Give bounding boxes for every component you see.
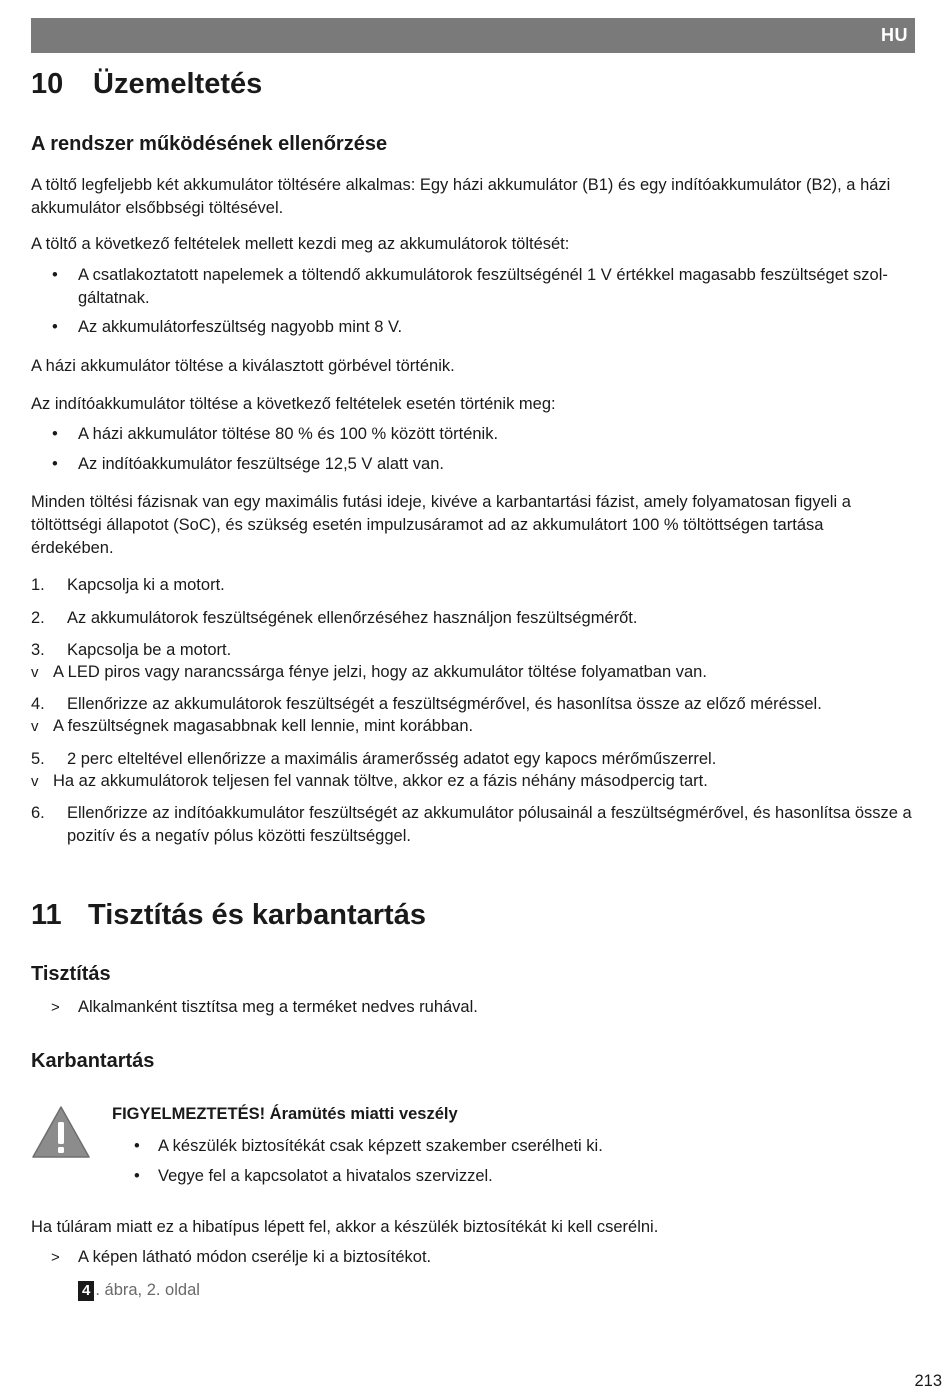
figure-reference [78, 1279, 200, 1302]
section-11-heading [31, 899, 426, 932]
section-title: Üzemeltetés [93, 68, 263, 100]
language-code: HU [881, 25, 908, 45]
step-number: 3. [31, 641, 45, 659]
step-number: 6. [31, 804, 45, 822]
list-item-text: Vegye fel a kapcsolatot a hivatalos szervizzel. [158, 1167, 493, 1185]
step-text: Ellenőrizze az indítóakkumulátor feszültségét az akkumulátor pólusainál a feszültségmérővel, és hasonlítsa össze a pozitív és a negatív pólus közötti feszültséggel. [67, 804, 912, 845]
section-title: Tisztítás és karbantartás [88, 899, 426, 931]
list-item-text: A házi akkumulátor töltése 80 % és 100 % között történik. [78, 425, 499, 443]
action-text: Alkalmanként tisztítsa meg a terméket nedves ruhával. [78, 998, 478, 1016]
step-number: 4. [31, 695, 45, 713]
result-icon: v [31, 664, 39, 681]
warning-icon [31, 1105, 91, 1159]
subsection-heading: Tisztítás [31, 963, 111, 985]
warning-title: FIGYELMEZTETÉS! Áramütés miatti veszély [112, 1105, 458, 1123]
step-number: 5. [31, 750, 45, 768]
figure-reference-text: . ábra, 2. oldal [95, 1281, 200, 1299]
step-text: Kapcsolja ki a motort. [67, 576, 225, 594]
bullet-icon: • [52, 425, 58, 443]
result-text: Ha az akkumulátorok teljesen fel vannak töltve, akkor ez a fázis néhány másodpercig tart. [53, 772, 708, 790]
paragraph: Ha túláram miatt ez a hibatípus lépett fel, akkor a készülék biztosítékát ki kell cserélni. [31, 1218, 659, 1236]
chevron-right-icon: > [51, 999, 60, 1016]
chevron-right-icon: > [51, 1249, 60, 1266]
paragraph: Az indítóakkumulátor töltése a következő feltételek esetén történik meg: [31, 395, 556, 413]
bullet-icon: • [134, 1137, 140, 1155]
result-icon: v [31, 773, 39, 790]
page-number: 213 [914, 1372, 942, 1390]
header-bar [31, 18, 915, 53]
result-text: A LED piros vagy narancssárga fénye jelzi, hogy az akkumulátor töltése folyamatban van. [53, 663, 707, 681]
paragraph: A töltő legfeljebb két akkumulátor töltésére alkalmas: Egy házi akkumulátor (B1) és egy indítóakkumulátor (B2), a házi akkumulátor elsőbbségi töltésével. [31, 176, 891, 217]
step-text: Kapcsolja be a motort. [67, 641, 232, 659]
paragraph: Minden töltési fázisnak van egy maximális futási ideje, kivéve a karbantartási fázist, amely folyamatosan figyeli a töltöttségi állapotot (SoC), és szükség esetén impulzusáramot ad az akkumulátort 100 % töltöttségen tartása érdekében. [31, 493, 851, 557]
step-text: 2 perc elteltével ellenőrizze a maximális áramerősség adatot egy kapocs mérőműszerrel. [67, 750, 717, 768]
figure-number: 4 [78, 1281, 94, 1301]
result-text: A feszültségnek magasabbnak kell lennie, mint korábban. [53, 717, 474, 735]
subsection-heading: A rendszer működésének ellenőrzése [31, 133, 388, 155]
list-item-text: A készülék biztosítékát csak képzett szakember cserélheti ki. [158, 1137, 603, 1155]
paragraph: A házi akkumulátor töltése a kiválasztott görbével történik. [31, 357, 455, 375]
paragraph: A töltő a következő feltételek mellett kezdi meg az akkumulátorok töltését: [31, 235, 570, 253]
section-number: 11 [31, 899, 62, 931]
step-number: 1. [31, 576, 45, 594]
list-item-text: Az akkumulátorfeszültség nagyobb mint 8 V. [78, 318, 403, 336]
section-number: 10 [31, 68, 64, 100]
list-item-text: A csatlakoztatott napelemek a töltendő akkumulátorok feszültségénél 1 V értékkel magasabb feszültséget szolgáltatnak. [78, 266, 888, 307]
section-10-heading [31, 68, 262, 101]
bullet-icon: • [52, 266, 58, 284]
bullet-icon: • [52, 455, 58, 473]
subsection-heading: Karbantartás [31, 1050, 155, 1072]
step-number: 2. [31, 609, 45, 627]
result-icon: v [31, 718, 39, 735]
step-text: Az akkumulátorok feszültségének ellenőrzéséhez használjon feszültségmérőt. [67, 609, 638, 627]
step-text: Ellenőrizze az akkumulátorok feszültségét a feszültségmérővel, és hasonlítsa össze az előző méréssel. [67, 695, 822, 713]
bullet-icon: • [134, 1167, 140, 1185]
list-item-text: Az indítóakkumulátor feszültsége 12,5 V alatt van. [78, 455, 444, 473]
action-text: A képen látható módon cserélje ki a biztosítékot. [78, 1248, 432, 1266]
bullet-icon: • [52, 318, 58, 336]
